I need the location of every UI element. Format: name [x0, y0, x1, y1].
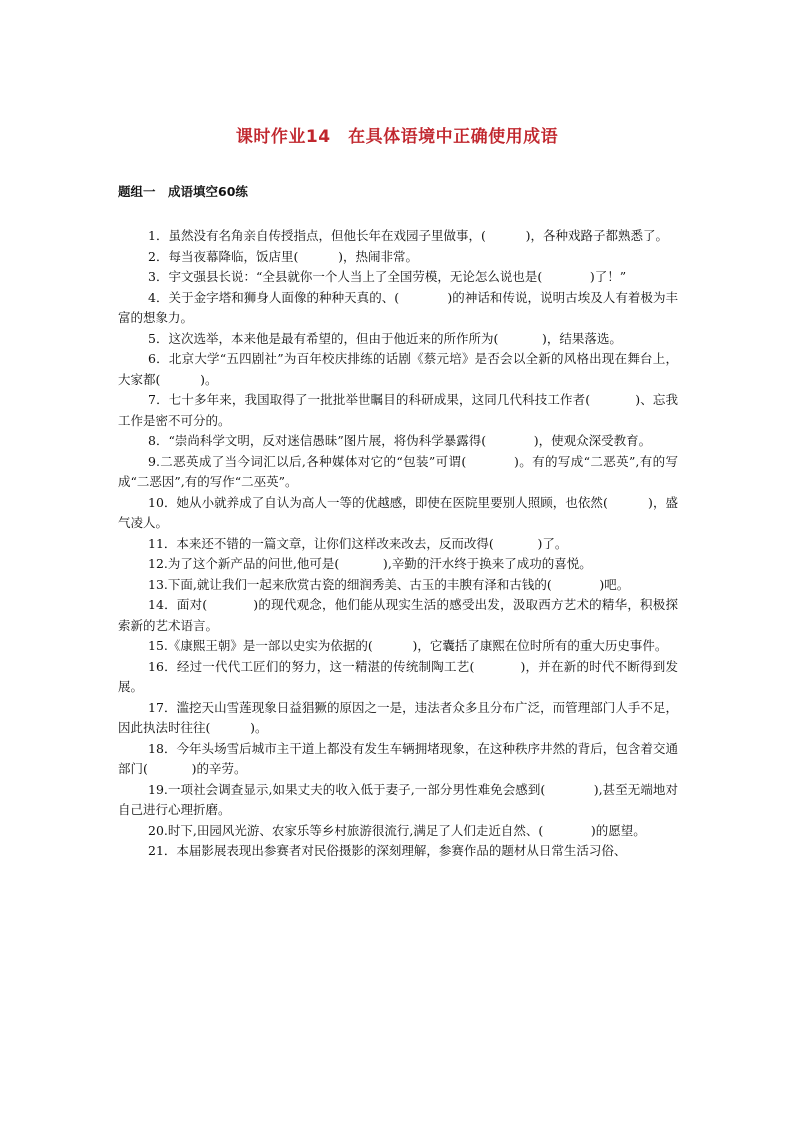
exercise-item: 9.二恶英成了当今词汇以后,各种媒体对它的“包装”可谓( )。有的写成“二恶英”,有的写成“二恶因”,有的写作“二巫英”。 [118, 453, 678, 489]
exercise-item: 5．这次选举，本来他是最有希望的，但由于他近来的所作所为( )，结果落选。 [148, 330, 622, 346]
exercise-item: 7．七十多年来，我国取得了一批批举世瞩目的科研成果，这同几代科技工作者( )、忘我工作是密不可分的。 [118, 392, 678, 428]
exercise-item: 10．她从小就养成了自认为高人一等的优越感，即使在医院里要别人照顾，也依然( )，盛气凌人。 [118, 494, 678, 530]
exercise-item: 16．经过一代代工匠们的努力，这一精湛的传统制陶工艺( )，并在新的时代不断得到发展。 [118, 658, 678, 694]
exercise-item: 2．每当夜幕降临，饭店里( )，热闹非常。 [148, 248, 418, 264]
exercise-item: 8．“崇尚科学文明，反对迷信愚昧”图片展，将伪科学暴露得( )，使观众深受教育。 [148, 433, 652, 448]
exercise-item: 20.时下,田园风光游、农家乐等乡村旅游很流行,满足了人们走近自然、( )的愿望。 [148, 822, 646, 838]
exercise-item: 12.为了这个新产品的问世,他可是( ),辛勤的汗水终于换来了成功的喜悦。 [148, 556, 592, 571]
exercise-item: 21．本届影展表现出参赛者对民俗摄影的深刻理解，参赛作品的题材从日常生活习俗、 [148, 843, 627, 858]
exercise-item: 17．滥挖天山雪莲现象日益猖獗的原因之一是，违法者众多且分布广泛，而管理部门人手不足，因此执法时往往( )。 [118, 699, 678, 735]
exercise-item: 18．今年头场雪后城市主干道上都没有发生车辆拥堵现象，在这种秩序井然的背后，包含着交通部门( )的辛劳。 [118, 740, 678, 776]
exercise-item: 13.下面,就让我们一起来欣赏古瓷的细润秀美、古玉的丰腴有泽和古钱的( )吧。 [148, 576, 630, 592]
exercise-item: 6．北京大学“五四剧社”为百年校庆排练的话剧《蔡元培》是否会以全新的风格出现在舞台上，大家都( )。 [118, 351, 678, 387]
exercise-item: 15.《康熙王朝》是一部以史实为依据的( )，它囊括了康熙在位时所有的重大历史事件。 [148, 638, 668, 653]
exercise-item: 11．本来还不错的一篇文章，让你们这样改来改去，反而改得( )了。 [148, 535, 568, 551]
exercise-item: 4．关于金字塔和狮身人面像的种种天真的、( )的神话和传说，说明古埃及人有着极为丰富的想象力。 [118, 289, 678, 325]
exercise-item: 1．虽然没有名角亲自传授指点，但他长年在戏园子里做事，( )，各种戏路子都熟悉了。 [148, 228, 668, 243]
section-heading: 题组一 成语填空60练 [118, 184, 248, 199]
exercise-item: 14．面对( )的现代观念，他们能从现实生活的感受出发，汲取西方艺术的精华，积极探索新的艺术语言。 [118, 597, 678, 633]
exercise-list [118, 226, 678, 862]
page-title: 课时作业14 在具体语境中正确使用成语 [235, 127, 559, 147]
exercise-item: 19.一项社会调查显示,如果丈夫的收入低于妻子,一部分男性难免会感到( ),甚至无端地对自己进行心理折磨。 [118, 781, 678, 817]
exercise-item: 3．宇文强县长说：“全县就你一个人当上了全国劳模，无论怎么说也是( )了！” [148, 269, 627, 284]
